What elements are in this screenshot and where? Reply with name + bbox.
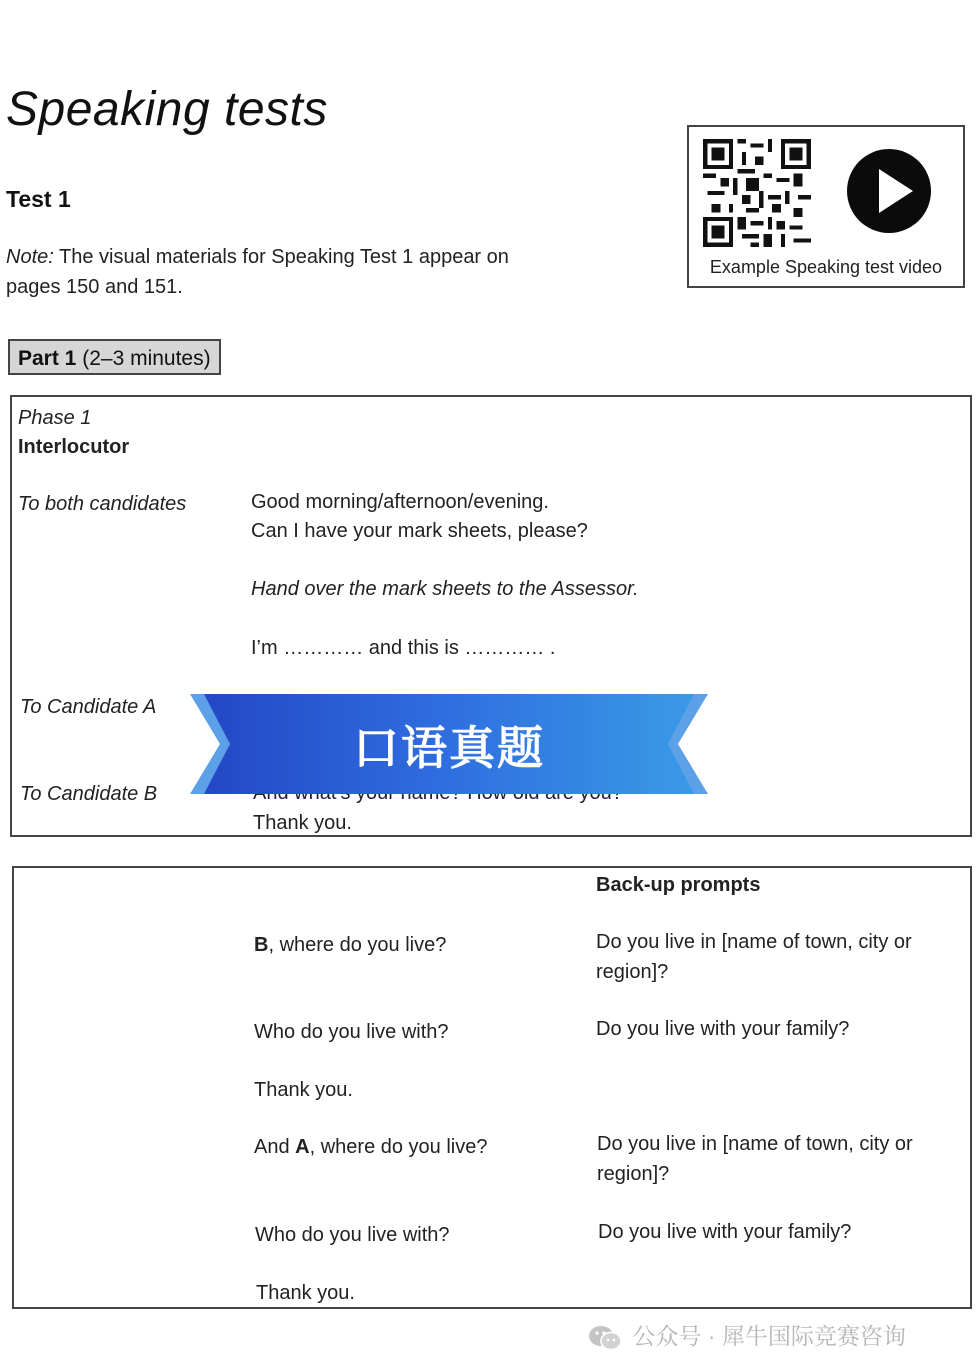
- script-line: Can I have your mark sheets, please?: [251, 520, 588, 542]
- question-line: B, where do you live?: [254, 934, 447, 956]
- phase-label: Phase 1: [18, 407, 92, 429]
- backup-prompt: Do you live with your family?: [598, 1221, 852, 1243]
- cue-candidate-b: To Candidate B: [20, 783, 158, 805]
- script-line: I’m ………… and this is ………… .: [251, 637, 556, 659]
- script-line: Good morning/afternoon/evening.: [251, 491, 549, 513]
- part-1-label: [8, 339, 221, 375]
- wechat-icon: [588, 1325, 622, 1351]
- play-icon[interactable]: [847, 149, 931, 233]
- backup-prompt: Do you live with your family?: [596, 1018, 850, 1040]
- backup-prompt: region]?: [596, 961, 669, 983]
- question-line: And A, where do you live?: [254, 1136, 488, 1158]
- note-label: Note:: [6, 246, 54, 268]
- backup-prompts-header: Back-up prompts: [596, 874, 761, 896]
- note-line-1: The visual materials for Speaking Test 1 appear on: [59, 246, 509, 268]
- question-line: Who do you live with?: [255, 1224, 450, 1246]
- oral-exam-banner: [190, 694, 708, 794]
- example-video-card[interactable]: [687, 125, 965, 288]
- banner-text: 口语真题: [353, 722, 545, 774]
- footer-watermark: [588, 1318, 906, 1352]
- cue-both-candidates: To both candidates: [18, 493, 187, 515]
- stage-direction: Hand over the mark sheets to the Assessor.: [251, 578, 639, 600]
- interlocutor-label: Interlocutor: [18, 436, 130, 458]
- page-title: Speaking tests: [6, 83, 328, 136]
- note-paragraph: [6, 242, 509, 302]
- question-line: Thank you.: [254, 1079, 353, 1101]
- part-duration: (2–3 minutes): [82, 347, 211, 370]
- question-line: Thank you.: [256, 1282, 355, 1304]
- questions-box: [12, 866, 972, 1309]
- script-line: Thank you.: [253, 812, 352, 834]
- part-number: Part 1: [18, 347, 77, 370]
- backup-prompt: Do you live in [name of town, city or: [597, 1133, 913, 1155]
- backup-prompt: Do you live in [name of town, city or: [596, 931, 912, 953]
- cue-candidate-a: To Candidate A: [20, 696, 157, 718]
- note-line-2: pages 150 and 151.: [6, 276, 183, 298]
- qr-code-icon[interactable]: [703, 139, 811, 247]
- test-heading: Test 1: [6, 186, 71, 212]
- video-caption: Example Speaking test video: [709, 257, 943, 277]
- backup-prompt: region]?: [597, 1163, 670, 1185]
- question-line: Who do you live with?: [254, 1021, 449, 1043]
- footer-text: 公众号 · 犀牛国际竞赛咨询: [632, 1323, 906, 1349]
